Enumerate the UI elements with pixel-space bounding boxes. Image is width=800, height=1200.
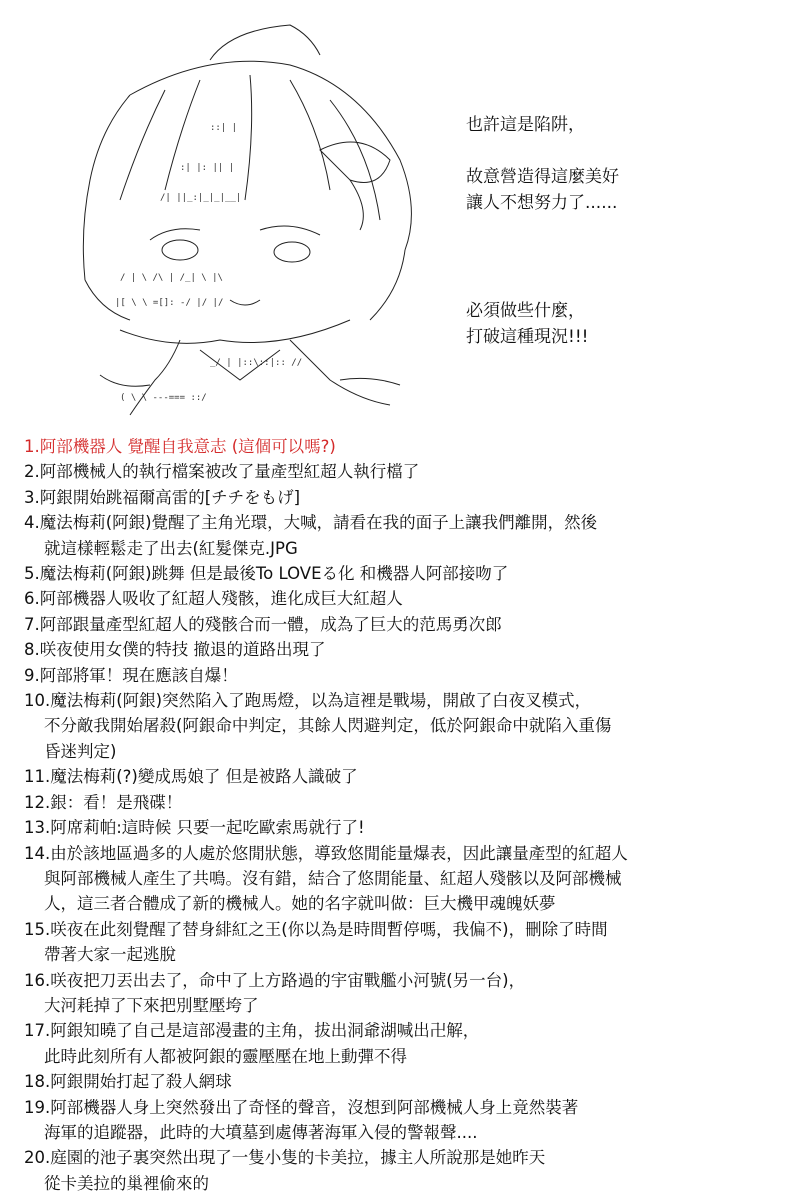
list-item [24,688,792,764]
ascii-art-girl-icon [60,20,430,420]
list-item-text: 14.由於該地區過多的人處於悠閒狀態，導致悠閒能量爆表，因此讓量產型的紅超人 [24,843,628,863]
list-item [24,841,792,917]
list-item-text: 2.阿部機械人的執行檔案被改了量產型紅超人執行檔了 [24,462,420,482]
list-item-text: 5.魔法梅莉(阿銀)跳舞 但是最後To LOVEる化 和機器人阿部接吻了 [24,564,509,584]
svg-text:|[ \ \ =[]: -/ |/ |/: |[ \ \ =[]: -/ |/ |/ [115,298,224,308]
list-item-text: 1.阿部機器人 覺醒自我意志 (這個可以嗎?) [24,437,336,456]
caption-bottom [466,298,588,350]
caption-top [466,112,619,216]
list-item [24,434,792,459]
list-item [24,968,792,1019]
list-item-continuation: 從卡美拉的巢裡偷來的 [44,1173,209,1193]
list-item-text: 16.咲夜把刀丟出去了，命中了上方路過的宇宙戰艦小河號(另一台)， [24,970,526,990]
list-item-continuation: 海軍的追蹤器，此時的大墳墓到處傳著海軍入侵的警報聲.... [44,1122,478,1142]
list-item-text: 19.阿部機器人身上突然發出了奇怪的聲音，沒想到阿部機械人身上竟然裝著 [24,1097,579,1117]
svg-text:/ | \ /\ | /_| \ |\: / | \ /\ | /_| \ |\ [120,273,223,283]
caption-top-line: 讓人不想努力了...... [466,193,618,213]
list-item [24,561,792,586]
list-item-text: 8.咲夜使用女僕的特技 撤退的道路出現了 [24,640,326,660]
list-item [24,1069,792,1094]
list-item [24,586,792,611]
list-item-continuation: 就這樣輕鬆走了出去(紅髮傑克.JPG [44,538,298,558]
list-item-text: 9.阿部將軍！現在應該自爆！ [24,665,238,685]
list-item-text: 11.魔法梅莉(?)變成馬娘了 但是被路人識破了 [24,767,358,787]
caption-top-line: 也許這是陷阱， [466,115,585,135]
list-item-text: 4.魔法梅莉(阿銀)覺醒了主角光環，大喊，請看在我的面子上讓我們離開，然後 [24,513,598,533]
options-list [24,434,792,1196]
list-item-text: 3.阿銀開始跳福爾高雷的[チチをもげ] [24,487,301,507]
list-item-continuation: 昏迷判定) [44,741,117,761]
caption-top-line: 故意營造得這麼美好 [466,167,619,187]
caption-top-line [466,138,619,164]
list-item [24,612,792,637]
svg-text::| |: || |: :| |: || | [180,163,235,173]
list-item [24,637,792,662]
list-item [24,764,792,789]
list-item-text: 10.魔法梅莉(阿銀)突然陷入了跑馬燈，以為這裡是戰場，開啟了白夜叉模式， [24,691,592,711]
list-item-text: 6.阿部機器人吸收了紅超人殘骸，進化成巨大紅超人 [24,589,403,609]
list-item [24,663,792,688]
list-item-continuation: 不分敵我開始屠殺(阿銀命中判定，其餘人閃避判定，低於阿銀命中就陷入重傷 [44,716,612,736]
list-item-text: 18.阿銀開始打起了殺人網球 [24,1072,232,1092]
list-item-continuation: 與阿部機械人產生了共鳴。沒有錯，結合了悠閒能量、紅超人殘骸以及阿部機械 [44,868,622,888]
list-item-text: 15.咲夜在此刻覺醒了替身緋紅之王(你以為是時間暫停嗎，我偏不)，刪除了時間 [24,919,608,939]
list-item-text: 13.阿席莉帕:這時候 只要一起吃歐索馬就行了! [24,818,365,838]
list-item [24,790,792,815]
list-item [24,1145,792,1196]
svg-text:::| |: ::| | [210,123,238,133]
list-item-text: 20.庭園的池子裏突然出現了一隻小隻的卡美拉，據主人所說那是她昨天 [24,1148,546,1168]
list-item [24,459,792,484]
list-item-continuation: 此時此刻所有人都被阿銀的靈壓壓在地上動彈不得 [44,1046,407,1066]
svg-text:_/ | |::\::|:: //: _/ | |::\::|:: // [210,358,303,368]
list-item [24,1018,792,1069]
caption-bottom-line: 打破這種現況!!! [466,327,589,347]
ascii-art-illustration [60,20,430,420]
list-item-continuation: 人，這三者合體成了新的機械人。她的名字就叫做：巨大機甲魂魄妖夢 [44,894,556,914]
list-item [24,815,792,840]
svg-text:( \ \ ---=== ::/: ( \ \ ---=== ::/ [120,393,207,403]
list-item-continuation: 大河耗掉了下來把別墅壓垮了 [44,995,259,1015]
list-item-continuation: 帶著大家一起逃脫 [44,945,176,965]
caption-bottom-line: 必須做些什麼， [466,301,585,321]
svg-text:/| ||_:|_|_|__|: /| ||_:|_|_|__| [160,193,242,203]
list-item-text: 7.阿部跟量產型紅超人的殘骸合而一體，成為了巨大的范馬勇次郎 [24,614,502,634]
list-item-text: 17.阿銀知曉了自己是這部漫畫的主角，拔出洞爺湖喊出卍解， [24,1021,480,1041]
list-item-text: 12.銀：看！是飛碟！ [24,792,183,812]
list-item [24,917,792,968]
list-item [24,485,792,510]
list-item [24,1095,792,1146]
list-item [24,510,792,561]
